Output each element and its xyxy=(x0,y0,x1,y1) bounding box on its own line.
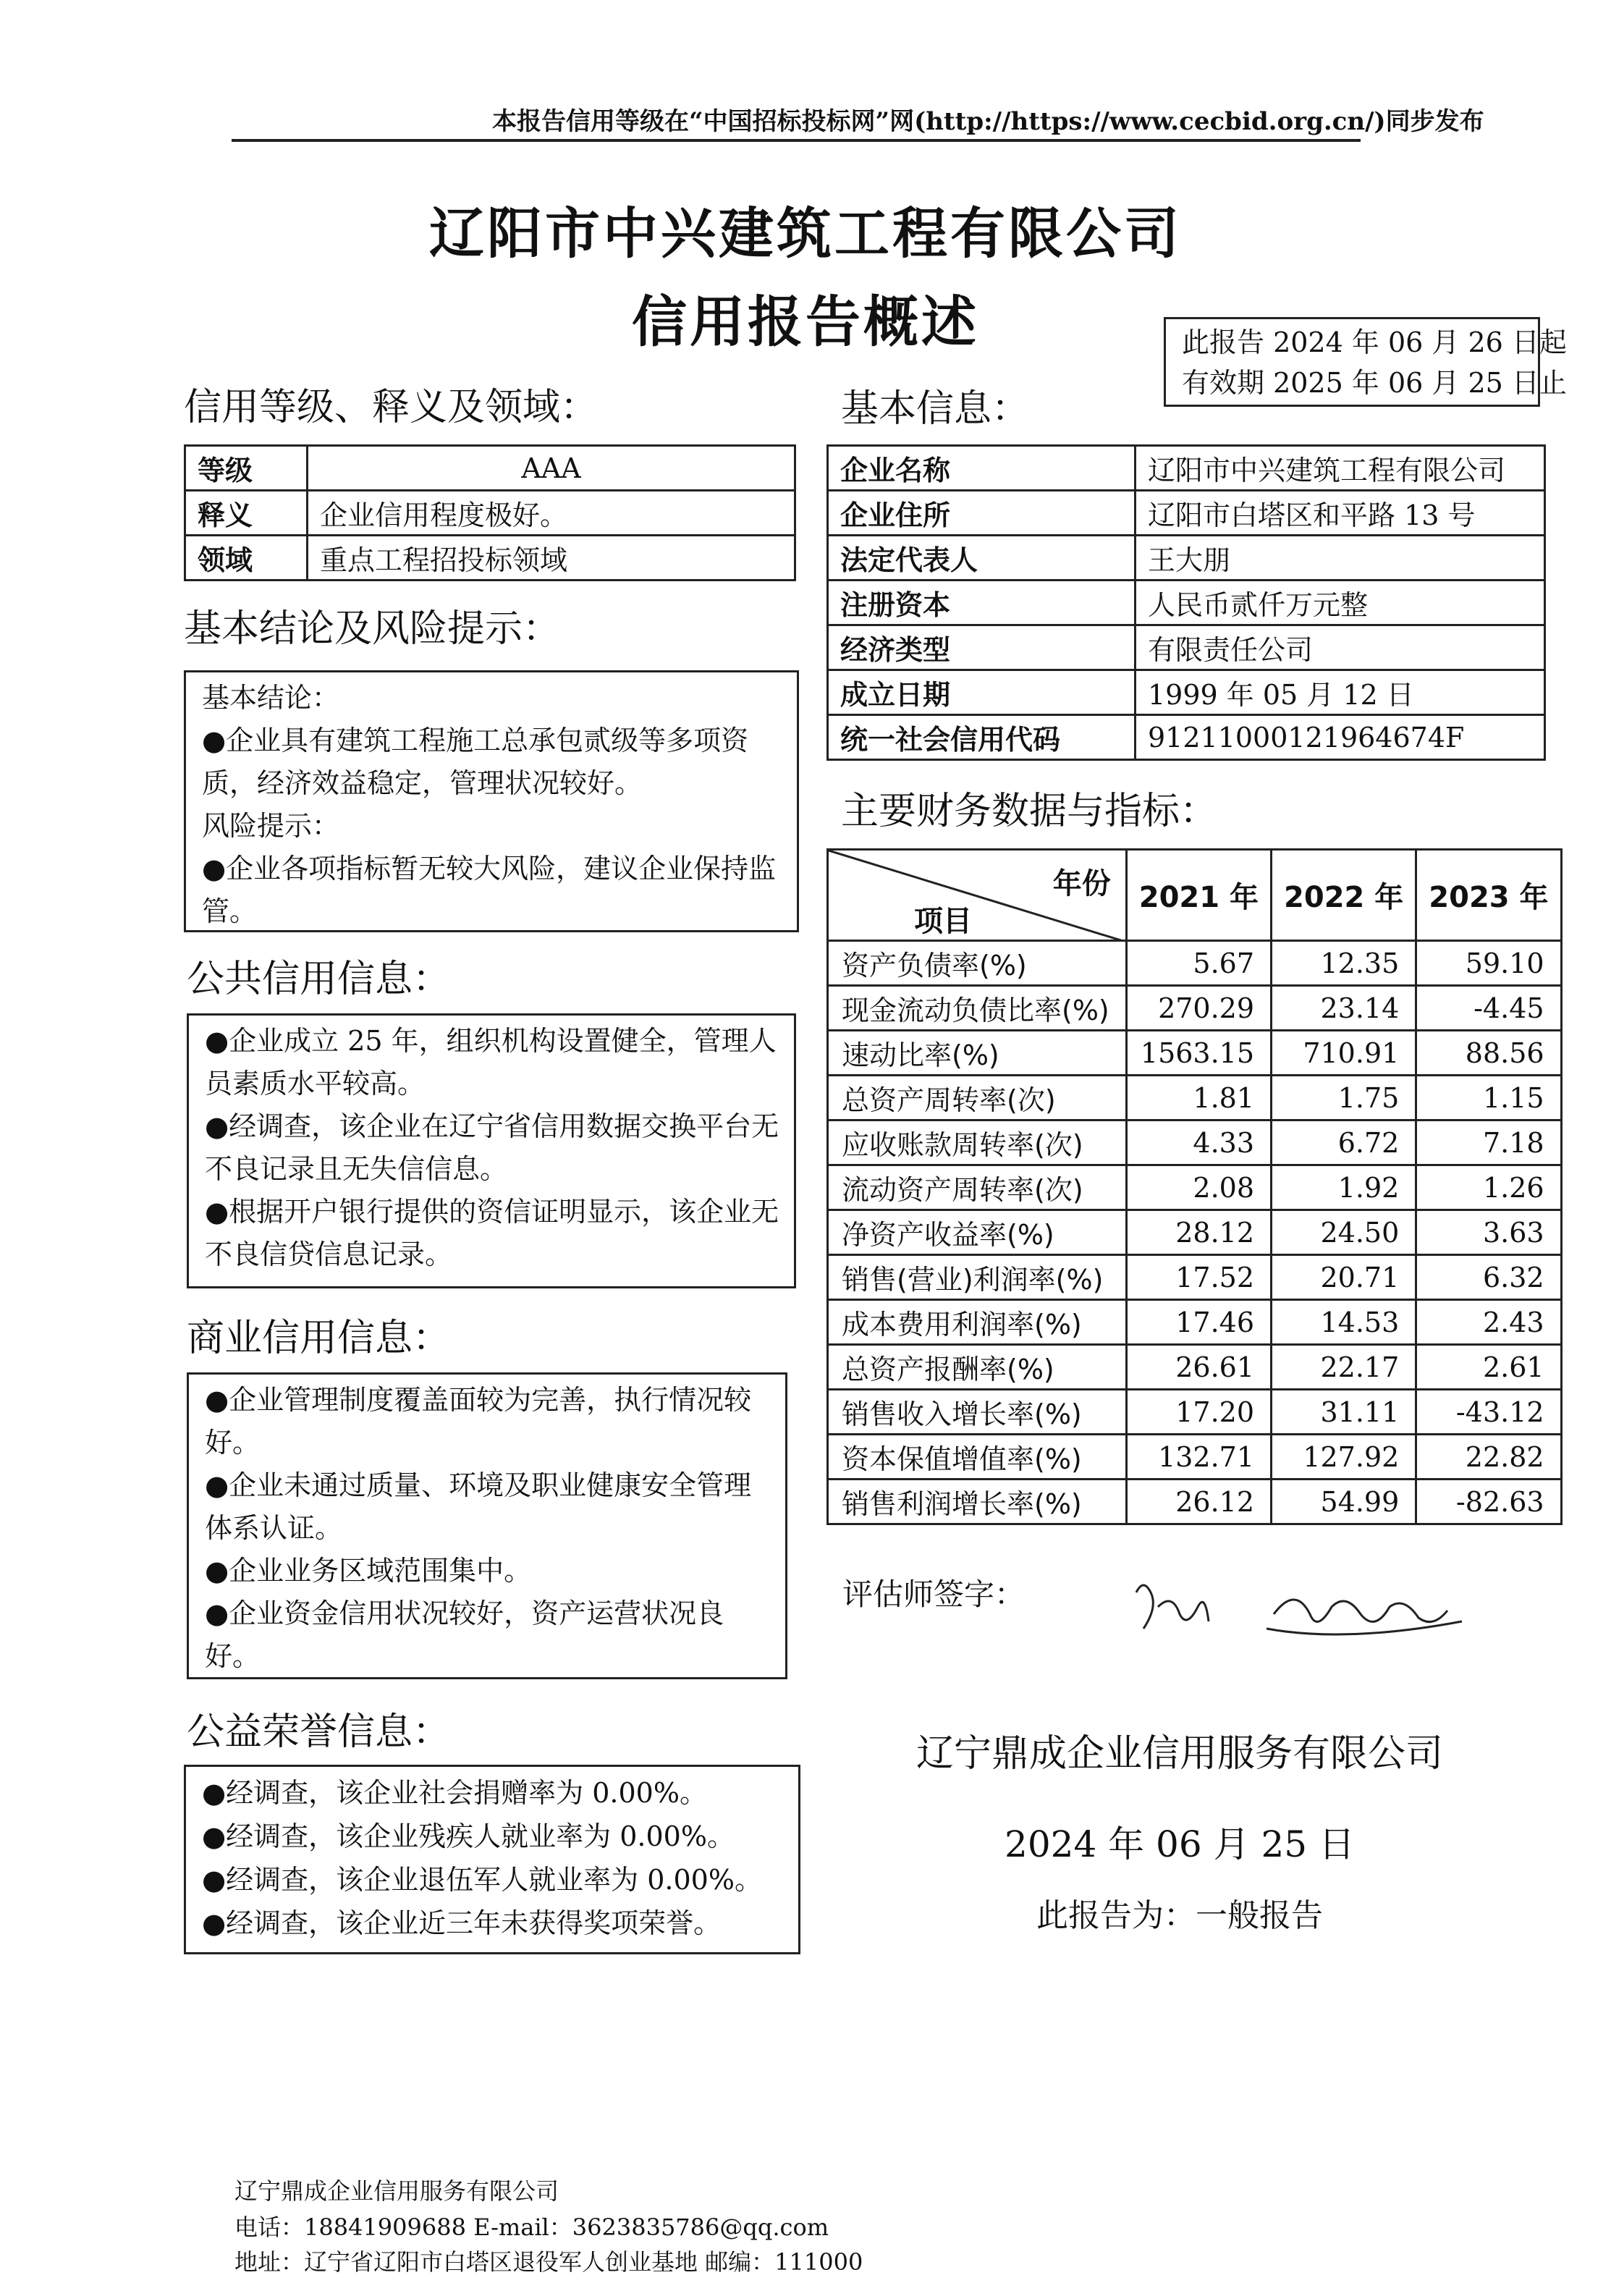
business-credit-item: ●企业资金信用状况较好，资产运营状况良好。 xyxy=(205,1598,724,1672)
basic-info-value: 王大朋 xyxy=(1136,536,1545,581)
financial-value: 1.26 xyxy=(1416,1165,1561,1210)
basic-info-value: 辽阳市白塔区和平路 13 号 xyxy=(1136,491,1545,536)
credit-label: 领域 xyxy=(185,536,308,581)
financial-item-label: 销售(营业)利润率(%) xyxy=(828,1255,1127,1300)
financial-value: 22.17 xyxy=(1272,1345,1416,1390)
financial-table-body xyxy=(828,941,1562,1524)
year-header: 2022 年 xyxy=(1272,850,1416,941)
validity-start: 此报告 2024 年 06 月 26 日起 xyxy=(1182,326,1567,358)
basic-info-label: 经济类型 xyxy=(828,625,1136,670)
issuer-name: 辽宁鼎成企业信用服务有限公司 xyxy=(916,1732,1443,1776)
header-note: 本报告信用等级在“中国招标投标网”网(http://https://www.cecbid.org.cn/)同步发布 xyxy=(492,107,1484,136)
financial-value: 17.52 xyxy=(1126,1255,1271,1300)
financial-header-row xyxy=(828,850,1562,941)
corner-year-label: 年份 xyxy=(1052,867,1111,900)
financial-value: 1.92 xyxy=(1272,1165,1416,1210)
financial-value: 31.11 xyxy=(1272,1390,1416,1435)
conclusion-text: ●企业具有建筑工程施工总承包贰级等多项资质，经济效益稳定，管理状况较好。 xyxy=(202,725,749,799)
financial-item-label: 总资产周转率(次) xyxy=(828,1076,1127,1120)
basic-info-label: 法定代表人 xyxy=(828,536,1136,581)
financial-row xyxy=(828,986,1562,1031)
conclusion-heading: 基本结论及风险提示： xyxy=(184,607,561,651)
basic-info-value: 辽阳市中兴建筑工程有限公司 xyxy=(1136,446,1545,491)
financial-value: 14.53 xyxy=(1272,1300,1416,1345)
business-credit-item: ●企业未通过质量、环境及职业健康安全管理体系认证。 xyxy=(205,1469,752,1544)
business-credit-item: ●企业业务区域范围集中。 xyxy=(205,1555,532,1587)
public-credit-heading: 公共信用信息： xyxy=(187,958,451,1001)
public-welfare-item: ●经调查，该企业近三年未获得奖项荣誉。 xyxy=(202,1907,722,1939)
credit-row-meaning xyxy=(185,491,795,536)
public-welfare-item: ●经调查，该企业社会捐赠率为 0.00%。 xyxy=(202,1777,707,1809)
financial-value: 24.50 xyxy=(1272,1210,1416,1255)
business-credit-heading: 商业信用信息： xyxy=(187,1317,451,1360)
financial-value: 6.32 xyxy=(1416,1255,1561,1300)
financial-value: 12.35 xyxy=(1272,941,1416,986)
basic-info-row xyxy=(828,446,1545,491)
financial-value: 26.61 xyxy=(1126,1345,1271,1390)
financial-value: -43.12 xyxy=(1416,1390,1561,1435)
credit-heading: 信用等级、释义及领域： xyxy=(184,386,599,429)
basic-info-label: 注册资本 xyxy=(828,581,1136,625)
financial-value: 1.81 xyxy=(1126,1076,1271,1120)
financial-value: 1.15 xyxy=(1416,1076,1561,1120)
footer-address: 地址：辽宁省辽阳市白塔区退役军人创业基地 邮编：111000 xyxy=(234,2248,863,2276)
financial-value: 5.67 xyxy=(1126,941,1271,986)
financial-table xyxy=(826,848,1563,1525)
footer-contact: 电话：18841909688 E-mail：3623835786@qq.com xyxy=(234,2213,829,2241)
financial-corner-cell xyxy=(828,850,1127,941)
basic-info-row xyxy=(828,581,1545,625)
financial-item-label: 净资产收益率(%) xyxy=(828,1210,1127,1255)
public-welfare-heading: 公益荣誉信息： xyxy=(187,1710,451,1754)
financial-item-label: 速动比率(%) xyxy=(828,1031,1127,1076)
financial-value: 3.63 xyxy=(1416,1210,1561,1255)
report-title-company: 辽阳市中兴建筑工程有限公司 xyxy=(429,201,1182,266)
financial-value: 59.10 xyxy=(1416,941,1561,986)
basic-info-value: 人民币贰仟万元整 xyxy=(1136,581,1545,625)
risk-label: 风险提示： xyxy=(202,810,340,842)
public-credit-box xyxy=(187,1013,796,1288)
financial-row xyxy=(828,1120,1562,1165)
public-welfare-item: ●经调查，该企业残疾人就业率为 0.00%。 xyxy=(202,1820,735,1852)
basic-info-row xyxy=(828,670,1545,715)
basic-info-row xyxy=(828,625,1545,670)
credit-label: 等级 xyxy=(185,446,308,491)
risk-text: ●企业各项指标暂无较大风险，建议企业保持监管。 xyxy=(202,853,777,927)
issue-date: 2024 年 06 月 25 日 xyxy=(1005,1823,1355,1865)
financial-value: 2.61 xyxy=(1416,1345,1561,1390)
financial-row xyxy=(828,1435,1562,1480)
conclusion-box xyxy=(184,670,799,932)
basic-info-value: 91211000121964674F xyxy=(1136,715,1545,760)
validity-end: 有效期 2025 年 06 月 25 日止 xyxy=(1182,367,1567,399)
financial-value: 6.72 xyxy=(1272,1120,1416,1165)
basic-info-row xyxy=(828,491,1545,536)
financial-value: 2.43 xyxy=(1416,1300,1561,1345)
financial-item-label: 销售收入增长率(%) xyxy=(828,1390,1127,1435)
financial-row xyxy=(828,1300,1562,1345)
basic-info-label: 成立日期 xyxy=(828,670,1136,715)
financial-value: 54.99 xyxy=(1272,1480,1416,1524)
credit-field-value: 重点工程招投标领域 xyxy=(308,536,795,581)
public-welfare-item: ●经调查，该企业退伍军人就业率为 0.00%。 xyxy=(202,1864,762,1896)
financial-value: 7.18 xyxy=(1416,1120,1561,1165)
credit-table xyxy=(184,444,796,581)
public-credit-item: ●企业成立 25 年，组织机构设置健全，管理人员素质水平较高。 xyxy=(205,1025,777,1100)
appraiser-signature xyxy=(1129,1563,1491,1658)
financial-value: 88.56 xyxy=(1416,1031,1561,1076)
credit-row-field xyxy=(185,536,795,581)
basic-info-heading: 基本信息： xyxy=(841,387,1030,431)
financial-value: 17.46 xyxy=(1126,1300,1271,1345)
year-header: 2021 年 xyxy=(1126,850,1271,941)
financial-value: 4.33 xyxy=(1126,1120,1271,1165)
financial-item-label: 销售利润增长率(%) xyxy=(828,1480,1127,1524)
financial-item-label: 总资产报酬率(%) xyxy=(828,1345,1127,1390)
financial-value: -82.63 xyxy=(1416,1480,1561,1524)
financial-row xyxy=(828,1255,1562,1300)
financial-item-label: 应收账款周转率(次) xyxy=(828,1120,1127,1165)
financial-value: 23.14 xyxy=(1272,986,1416,1031)
financial-value: 270.29 xyxy=(1126,986,1271,1031)
appraiser-signature-label: 评估师签字： xyxy=(842,1577,1026,1612)
financial-value: 17.20 xyxy=(1126,1390,1271,1435)
financial-value: 28.12 xyxy=(1126,1210,1271,1255)
report-type: 此报告为：一般报告 xyxy=(1036,1897,1323,1934)
basic-info-value: 1999 年 05 月 12 日 xyxy=(1136,670,1545,715)
basic-info-table xyxy=(826,444,1546,761)
basic-info-row xyxy=(828,715,1545,760)
financial-item-label: 资产负债率(%) xyxy=(828,941,1127,986)
financial-row xyxy=(828,1345,1562,1390)
basic-info-label: 企业名称 xyxy=(828,446,1136,491)
financial-item-label: 成本费用利润率(%) xyxy=(828,1300,1127,1345)
financial-value: 710.91 xyxy=(1272,1031,1416,1076)
financial-row xyxy=(828,1076,1562,1120)
financial-item-label: 流动资产周转率(次) xyxy=(828,1165,1127,1210)
financial-value: -4.45 xyxy=(1416,986,1561,1031)
corner-item-label: 项目 xyxy=(914,905,972,938)
financial-row xyxy=(828,1031,1562,1076)
financial-row xyxy=(828,941,1562,986)
basic-info-label: 统一社会信用代码 xyxy=(828,715,1136,760)
financial-value: 1563.15 xyxy=(1126,1031,1271,1076)
public-credit-item: ●经调查，该企业在辽宁省信用数据交换平台无不良记录且无失信信息。 xyxy=(205,1110,779,1185)
financial-value: 26.12 xyxy=(1126,1480,1271,1524)
validity-box xyxy=(1164,317,1567,407)
financial-row xyxy=(828,1165,1562,1210)
credit-label: 释义 xyxy=(185,491,308,536)
financial-value: 22.82 xyxy=(1416,1435,1561,1480)
year-header: 2023 年 xyxy=(1416,850,1561,941)
credit-meaning-value: 企业信用程度极好。 xyxy=(308,491,795,536)
public-credit-item: ●根据开户银行提供的资信证明显示，该企业无不良信贷信息记录。 xyxy=(205,1196,779,1270)
public-welfare-box xyxy=(184,1765,800,1954)
financial-value: 20.71 xyxy=(1272,1255,1416,1300)
basic-info-row xyxy=(828,536,1545,581)
basic-info-value: 有限责任公司 xyxy=(1136,625,1545,670)
footer-company: 辽宁鼎成企业信用服务有限公司 xyxy=(234,2177,559,2205)
financial-heading: 主要财务数据与指标： xyxy=(841,790,1218,833)
financial-row xyxy=(828,1390,1562,1435)
financial-row xyxy=(828,1480,1562,1524)
financial-value: 2.08 xyxy=(1126,1165,1271,1210)
credit-row-grade xyxy=(185,446,795,491)
financial-row xyxy=(828,1210,1562,1255)
financial-value: 132.71 xyxy=(1126,1435,1271,1480)
financial-item-label: 资本保值增值率(%) xyxy=(828,1435,1127,1480)
financial-item-label: 现金流动负债比率(%) xyxy=(828,986,1127,1031)
conclusion-label: 基本结论： xyxy=(202,682,340,714)
financial-value: 127.92 xyxy=(1272,1435,1416,1480)
business-credit-box xyxy=(187,1372,787,1679)
financial-value: 1.75 xyxy=(1272,1076,1416,1120)
business-credit-item: ●企业管理制度覆盖面较为完善，执行情况较好。 xyxy=(205,1384,752,1459)
credit-grade-value: AAA xyxy=(308,446,795,491)
basic-info-label: 企业住所 xyxy=(828,491,1136,536)
header-rule xyxy=(232,139,1361,142)
report-title-overview: 信用报告概述 xyxy=(632,290,979,354)
